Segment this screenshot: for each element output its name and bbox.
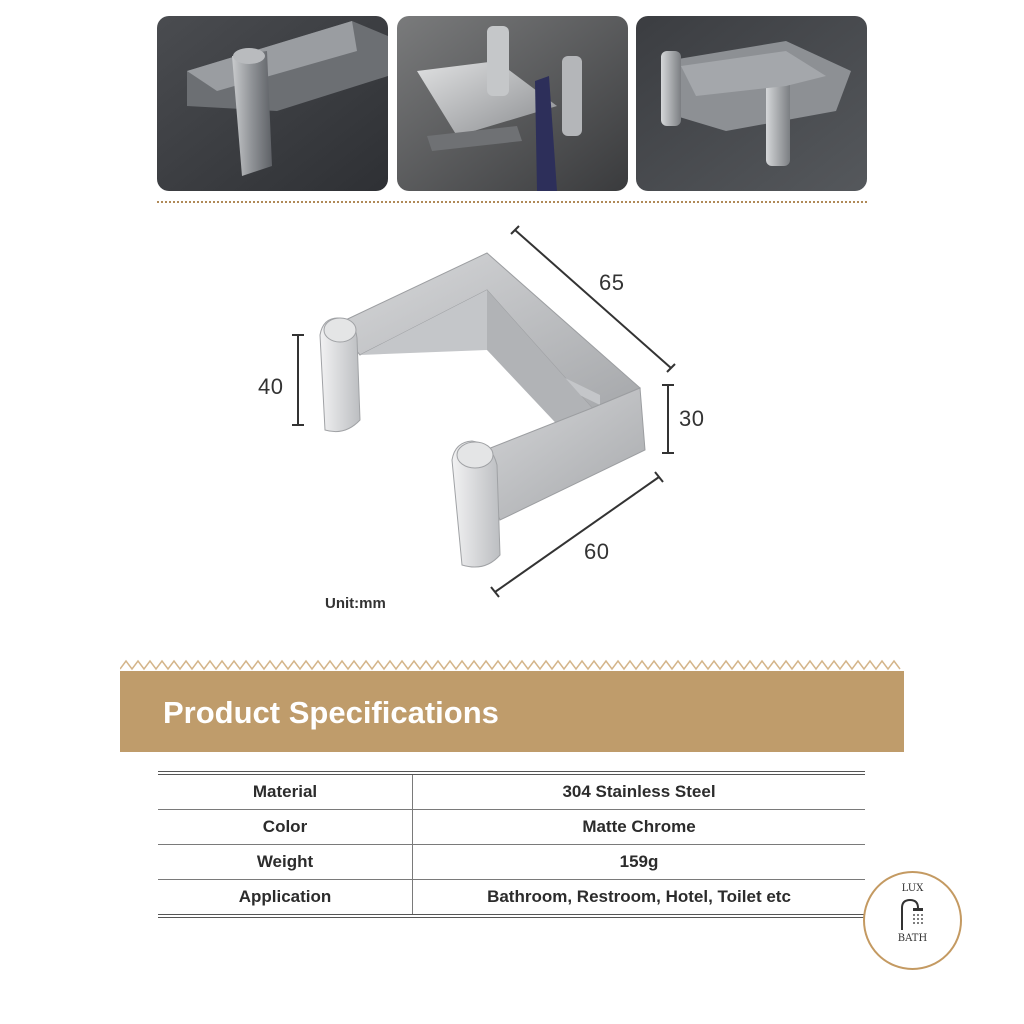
unit-label: Unit:mm: [325, 595, 386, 612]
dimension-height-right: 30: [679, 406, 705, 431]
logo-bottom-text: BATH: [897, 933, 928, 944]
dotted-divider: [157, 201, 867, 203]
hook-photo-side-view: [157, 16, 388, 191]
spec-value: Bathroom, Restroom, Hotel, Toilet etc: [487, 887, 791, 906]
shower-icon: [898, 898, 928, 930]
spec-row-weight: [158, 845, 865, 880]
spec-value: 304 Stainless Steel: [562, 782, 716, 801]
spec-table: [158, 771, 865, 918]
lux-bath-logo: [863, 871, 962, 970]
spec-value: 159g: [619, 852, 659, 871]
dimension-depth-bottom: 60: [584, 539, 610, 564]
spec-label: Material: [158, 775, 413, 809]
spec-title: Product Specifications: [163, 695, 499, 730]
hook-photo-with-tie: [397, 16, 628, 191]
dimension-height-left: 40: [258, 374, 284, 399]
dimension-depth-top: 65: [599, 270, 625, 295]
spec-banner: [120, 671, 904, 752]
spec-label: Application: [158, 880, 413, 914]
spec-label: Color: [158, 810, 413, 844]
hook-photo-front-view: [636, 16, 867, 191]
hook-dimension-diagram: [240, 215, 710, 635]
spec-row-application: [158, 880, 865, 914]
spec-row-material: [158, 775, 865, 810]
spec-label: Weight: [158, 845, 413, 879]
spec-row-color: [158, 810, 865, 845]
spec-value: Matte Chrome: [582, 817, 696, 836]
logo-top-text: LUX: [901, 883, 924, 894]
banner-zigzag-border: [120, 659, 904, 671]
